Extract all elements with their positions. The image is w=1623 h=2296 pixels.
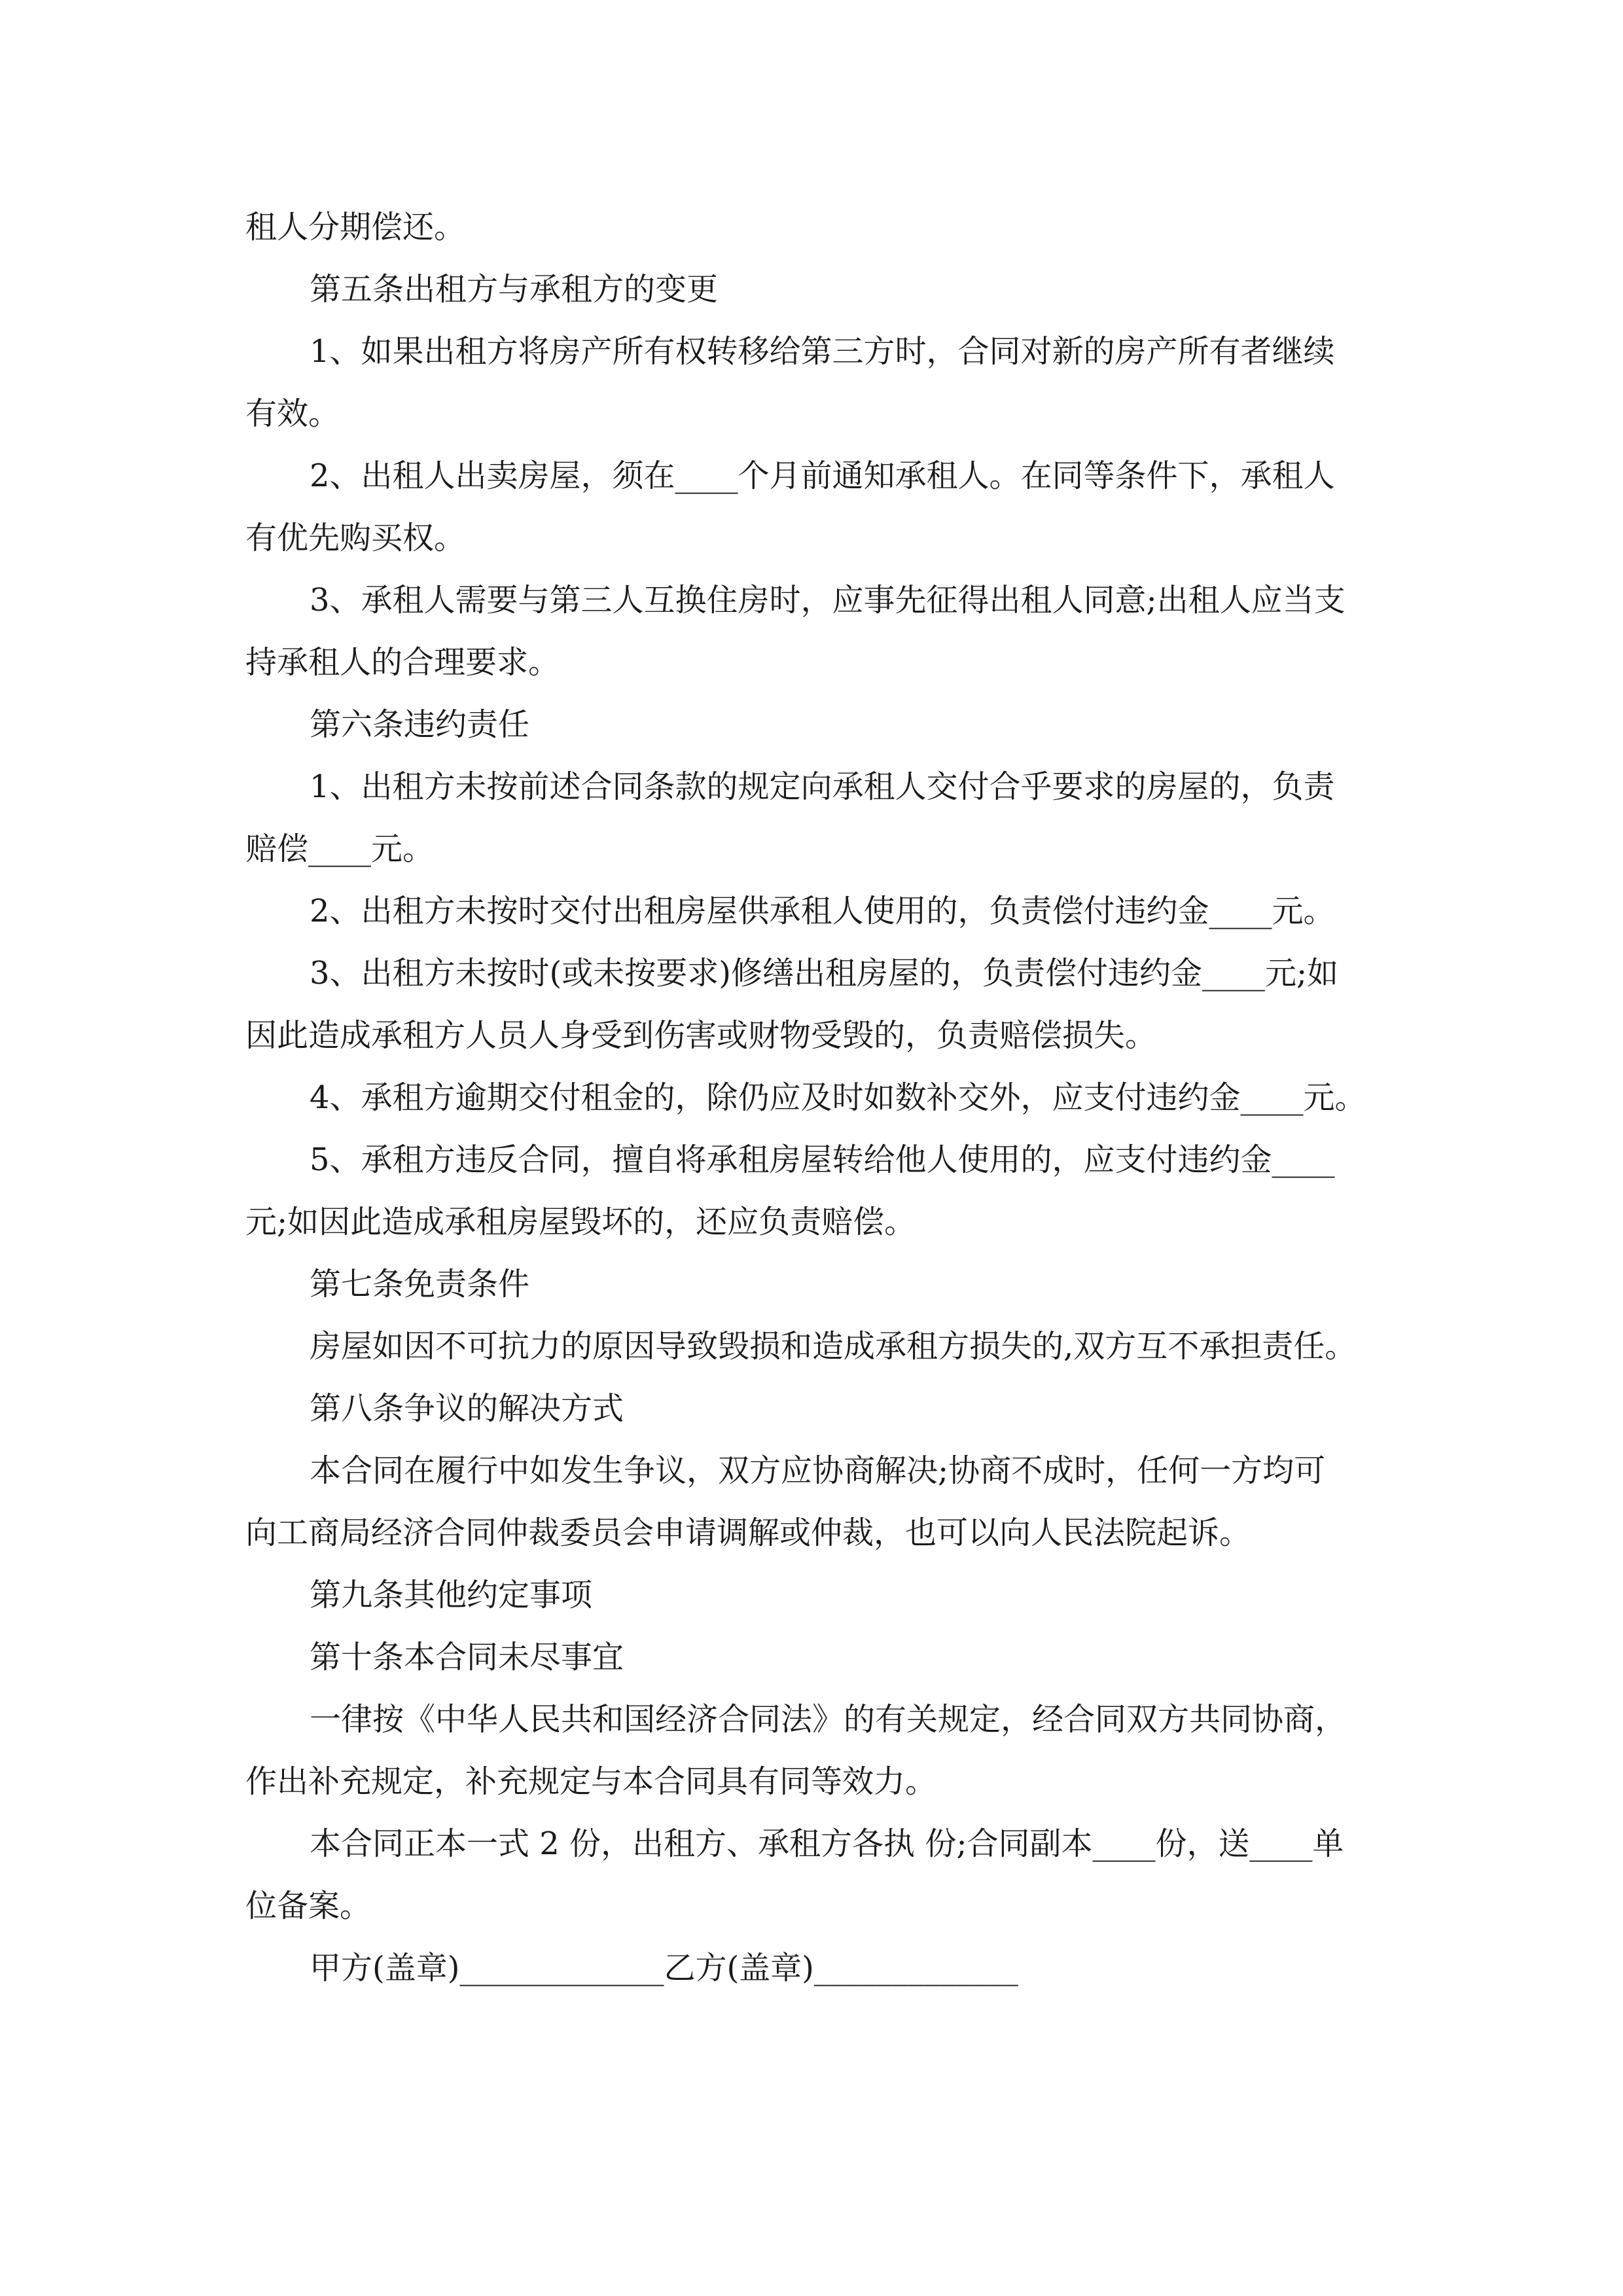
text-line: 1、如果出租方将房产所有权转移给第三方时，合同对新的房产所有者继续 [310, 333, 1335, 370]
text-line: 位备案。 [245, 1888, 372, 1924]
article-heading: 第十条本合同未尽事宜 [310, 1639, 624, 1676]
article-heading: 第九条其他约定事项 [310, 1577, 593, 1613]
text-line: 3、出租方未按时(或未按要求)修缮出租房屋的，负责偿付违约金____元;如 [310, 955, 1339, 992]
article-heading: 第七条免责条件 [310, 1266, 530, 1302]
text-line: 1、出租方未按前述合同条款的规定向承租人交付合乎要求的房屋的，负责 [310, 768, 1335, 805]
text-line: 房屋如因不可抗力的原因导致毁损和造成承租方损失的,双方互不承担责任。 [310, 1328, 1357, 1365]
text-line: 元;如因此造成承租房屋毁坏的，还应负责赔偿。 [245, 1204, 916, 1240]
text-line: 3、承租人需要与第三人互换住房时，应事先征得出租人同意;出租人应当支 [310, 582, 1346, 619]
article-heading: 第五条出租方与承租方的变更 [310, 271, 719, 308]
text-line: 4、承租方逾期交付租金的，除仍应及时如数补交外，应支付违约金____元。 [310, 1079, 1366, 1116]
text-line: 有效。 [245, 395, 340, 432]
text-line: 有优先购买权。 [245, 520, 466, 556]
text-line: 赔偿____元。 [245, 831, 435, 867]
text-line: 作出补充规定，补充规定与本合同具有同等效力。 [245, 1763, 937, 1800]
text-line: 一律按《中华人民共和国经济合同法》的有关规定，经合同双方共同协商， [310, 1701, 1347, 1738]
text-line: 本合同正本一式 2 份，出租方、承租方各执 份;合同副本____份，送____单 [310, 1825, 1344, 1862]
article-heading: 第八条争议的解决方式 [310, 1390, 624, 1427]
text-line: 2、出租方未按时交付出租房屋供承租人使用的，负责偿付违约金____元。 [310, 893, 1335, 929]
text-line: 向工商局经济合同仲裁委员会申请调解或仲裁，也可以向人民法院起诉。 [245, 1515, 1251, 1551]
text-line: 本合同在履行中如发生争议，双方应协商解决;协商不成时，任何一方均可 [310, 1452, 1326, 1489]
text-line: 2、出租人出卖房屋，须在____个月前通知承租人。在同等条件下，承租人 [310, 457, 1335, 494]
text-line: 因此造成承租方人员人身受到伤害或财物受毁的，负责赔偿损失。 [245, 1017, 1157, 1054]
signature-line: 甲方(盖章)_____________乙方(盖章)_____________ [310, 1950, 1018, 1986]
text-line: 5、承租方违反合同，擅自将承租房屋转给他人使用的，应支付违约金____ [310, 1141, 1335, 1178]
text-line: 租人分期偿还。 [245, 209, 466, 245]
document-page [245, 196, 1384, 2000]
article-heading: 第六条违约责任 [310, 706, 530, 743]
text-line: 持承租人的合理要求。 [245, 644, 560, 681]
